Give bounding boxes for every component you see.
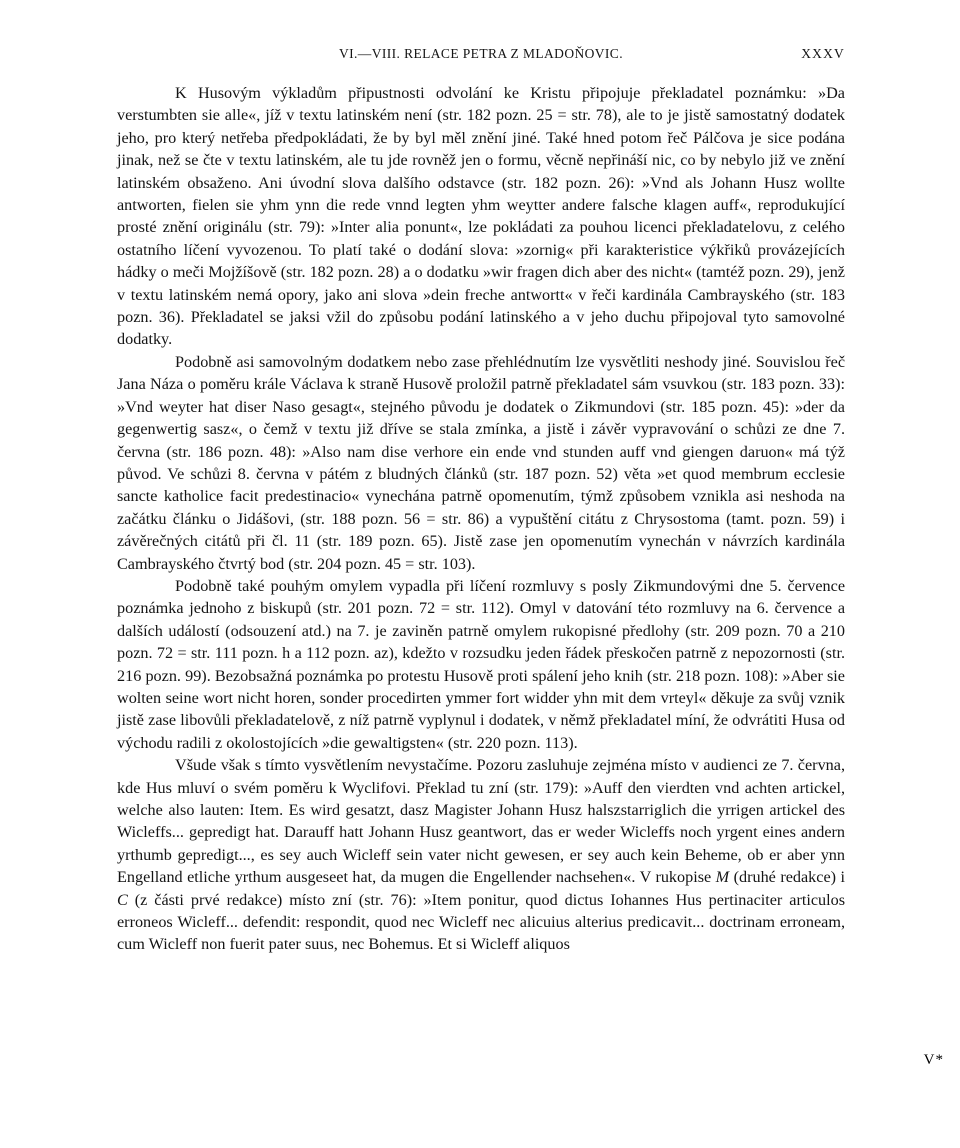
paragraph: K Husovým výkladům připustnosti odvolání ke Kristu připojuje překladatel poznámku: »Da verstumbten sie alle«, jíž v textu latinském není (str. 182 pozn. 25 = str. 78), ale to je jistě samostatný dodatek jeho, pro který netřeba předpokládati, že by byl měl znění jiné. Také hned potom řeč Pálčova je sice podána jinak, než se čte v textu latinském, ale tu jde rovněž jen o formu, věcně nepřináší nic, co by nebylo již ve znění latinském obsaženo. Ani úvodní slova dalšího odstavce (str. 182 pozn. 26): »Vnd als Johann Husz wollte antworten, fielen sie yhm ynn die rede vnnd legten yhm weytter andere falsche klagen auff«, reprodukující prosté znění originálu (str. 79): »Inter alia ponunt«, lze pokládati za pouhou licenci překladatelovu, z celého ostatního líčení vyvozenou. To platí také o dodání slova: »zornig« při karakteristice výkřiků provázejících hádky o meči Mojžíšově (str. 182 pozn. 28) a o dodatku »wir fragen dich aber des nicht« (tamtéž pozn. 29), jenž v textu latinském nemá opory, jako ani slova »dein freche antwortt« v řeči kardinála Cambrayského (str. 183 pozn. 36). Překladatel se jaksi vžil do způsobu podání latinského a v jeho duchu připojoval tyto samovolné dodatky. <box>117 84 845 349</box>
page-number: XXXV <box>801 46 845 61</box>
manuscript-siglum: M <box>715 868 730 887</box>
manuscript-siglum: C <box>117 890 128 909</box>
paragraph: Podobně asi samovolným dodatkem nebo zase přehlédnutím lze vysvětliti neshody jiné. Souvislou řeč Jana Náza o poměru krále Václava k straně Husově proložil patrně překladatel sám vsuvkou (str. 183 pozn. 33): »Vnd weyter hat diser Naso gesagt«, stejného původu je dodatek o Zikmundovi (str. 185 pozn. 45): »der da gegenwertig sasz«, o čemž v textu již dříve se stala zmínka, a jistě i závěr vypravování o schůzi ze dne 7. června (str. 186 pozn. 48): »Also nam dise verhore ein ende vnd stunden auff vnd giengen daruon« má týž původ. Ve schůzi 8. června v pátém z bludných článků (str. 187 pozn. 52) věta »et quod membrum ecclesie sancte katholice facit predestinacio« vynechána patrně opomenutím, týmž způsobem vznikla asi neshoda na začátku článku o Jidášovi, (str. 188 pozn. 56 = str. 86) a vypuštění citátu z Chrysostoma (tamt. pozn. 59) i závěrečných citátů při čl. 11 (str. 189 pozn. 65). Jistě zase jen opomenutím vynechán v návrzích kardinála Cambrayského čtvrtý bod (str. 204 pozn. 45 = str. 103). <box>117 352 845 573</box>
paragraph: Všude však s tímto vysvětlením nevystačíme. Pozoru zasluhuje zejména místo v audienci ze 7. června, kde Hus mluví o svém poměru k Wyclifovi. Překlad tu zní (str. 179): »Auff den vierdten vnd achten artickel, welche also lauten: Item. Es wird gesatzt, dasz Magister Johann Husz halszstarriglich die yrrigen artickel des Wicleffs... gepredigt hat. Darauff hatt Johann Husz geantwort, das er weder Wicleffs noch yrgent eines andern yrthumb gepredigt..., es sey auch Wicleff sein vater nicht gewesen, er sey auch kein Beheme, ob er aber ynn Engelland etliche yrthum ausgeseet hat, da mugen die Engellender nachsehen«. V rukopise M (druhé redakce) i C (z části prvé redakce) místo zní (str. 76): »Item ponitur, quod dictus Iohannes Hus pertinaciter articulos erroneos Wicleff... defendit: respondit, quod nec Wicleff nec alicuius alterius predicavit... doctrinam erroneam, cum Wicleff non fuerit pater suus, nec Bohemus. Et si Wicleff aliquos <box>117 756 845 954</box>
signature-mark: V* <box>923 1052 944 1068</box>
body-text <box>117 82 845 956</box>
running-title: VI.—VIII. RELACE PETRA Z MLADOŇOVIC. <box>338 46 623 61</box>
book-page <box>117 44 845 956</box>
paragraph: Podobně také pouhým omylem vypadla při líčení rozmluvy s posly Zikmundovými dne 5. července poznámka jednoho z biskupů (str. 201 pozn. 72 = str. 112). Omyl v datování této rozmluvy na 6. července a dalších událostí (odsouzení atd.) na 7. je zaviněn patrně omylem rukopisné předlohy (str. 209 pozn. 70 a 210 pozn. 72 = str. 111 pozn. h a 112 pozn. az), kdežto v rozsudku jeden řádek přeskočen patrně z nepozornosti (str. 216 pozn. 99). Bezobsažná poznámka po protestu Husově proti spálení jeho knih (str. 218 pozn. 108): »Aber sie wolten seine wort nicht horen, sonder procedirten ymmer fort widder yhn mit dem vrteyl« děkuje za svůj vznik jistě zase libovůli překladatelově, z níž patrně vyplynul i dodatek, v němž překladatel míní, že odvrátiti Husa od východu radili z okolostojících »die gewaltigsten« (str. 220 pozn. 113). <box>117 576 845 752</box>
running-head <box>117 44 845 70</box>
